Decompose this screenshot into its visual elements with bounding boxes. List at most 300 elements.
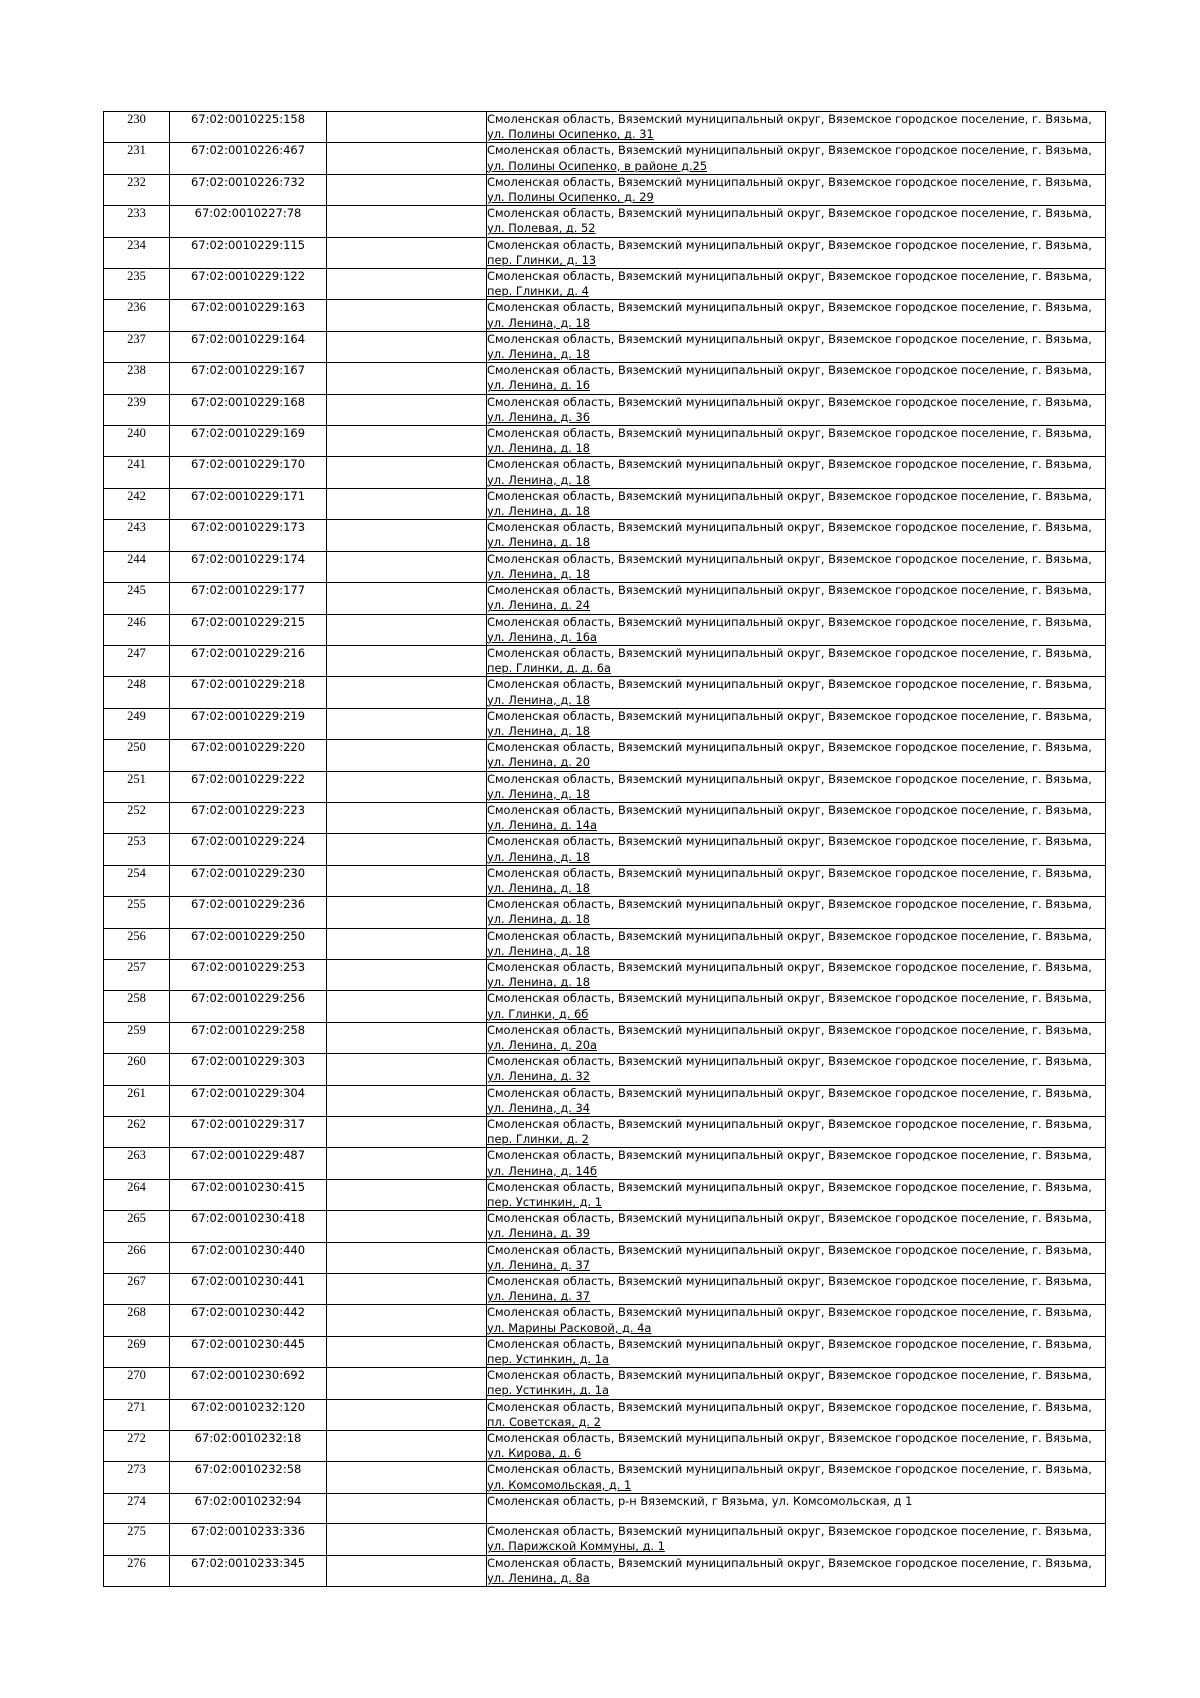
table-row — [104, 1555, 1106, 1586]
address-cell — [487, 1211, 1106, 1242]
empty-cell — [327, 834, 487, 865]
address-line-1: Смоленская область, Вяземский муниципальный округ, Вяземское городское поселение, г. Вязьма, — [487, 583, 1092, 598]
row-number: 235 — [104, 269, 170, 300]
row-number: 234 — [104, 237, 170, 268]
address-line-1: Смоленская область, Вяземский муниципальный округ, Вяземское городское поселение, г. Вязьма, — [487, 269, 1092, 284]
address-cell — [487, 457, 1106, 488]
empty-cell — [327, 708, 487, 739]
table-row — [104, 1054, 1106, 1085]
table-row — [104, 991, 1106, 1022]
row-number: 264 — [104, 1179, 170, 1210]
empty-cell — [327, 1305, 487, 1336]
address-cell — [487, 677, 1106, 708]
cadastral-number: 67:02:0010233:345 — [170, 1555, 327, 1586]
address-line-2: пер. Глинки, д. 13 — [487, 252, 597, 267]
address-line-2: ул. Марины Расковой, д. 4а — [487, 1320, 652, 1335]
row-number: 244 — [104, 551, 170, 582]
cadastral-number: 67:02:0010229:171 — [170, 488, 327, 519]
empty-cell — [327, 771, 487, 802]
address-line-2: ул. Ленина, д. 18 — [487, 566, 590, 581]
address-cell — [487, 1399, 1106, 1430]
empty-cell — [327, 1117, 487, 1148]
address-cell — [487, 269, 1106, 300]
address-cell — [487, 991, 1106, 1022]
empty-cell — [327, 426, 487, 457]
row-number: 256 — [104, 928, 170, 959]
table-row — [104, 1493, 1106, 1523]
row-number: 239 — [104, 394, 170, 425]
address-cell — [487, 1462, 1106, 1493]
cadastral-number: 67:02:0010229:222 — [170, 771, 327, 802]
address-line-1: Смоленская область, Вяземский муниципальный округ, Вяземское городское поселение, г. Вязьма, — [487, 771, 1092, 786]
address-line-2: пл. Советская, д. 2 — [487, 1414, 601, 1429]
table-row — [104, 834, 1106, 865]
cadastral-number: 67:02:0010229:169 — [170, 426, 327, 457]
address-line-1: Смоленская область, Вяземский муниципальный округ, Вяземское городское поселение, г. Вязьма, — [487, 1274, 1092, 1289]
empty-cell — [327, 206, 487, 237]
row-number: 254 — [104, 865, 170, 896]
table-row — [104, 331, 1106, 362]
cadastral-number: 67:02:0010229:220 — [170, 740, 327, 771]
address-line-2: ул. Ленина, д. 18 — [487, 315, 590, 330]
empty-cell — [327, 488, 487, 519]
table-row — [104, 426, 1106, 457]
row-number: 262 — [104, 1117, 170, 1148]
address-line-1: Смоленская область, Вяземский муниципальный округ, Вяземское городское поселение, г. Вязьма, — [487, 1462, 1092, 1477]
cadastral-number: 67:02:0010230:415 — [170, 1179, 327, 1210]
row-number: 269 — [104, 1336, 170, 1367]
address-line-2: ул. Ленина, д. 39 — [487, 1226, 590, 1241]
address-cell — [487, 740, 1106, 771]
address-line-1: Смоленская область, Вяземский муниципальный округ, Вяземское городское поселение, г. Вязьма, — [487, 488, 1092, 503]
address-line-1: Смоленская область, Вяземский муниципальный округ, Вяземское городское поселение, г. Вязьма, — [487, 645, 1092, 660]
row-number: 236 — [104, 300, 170, 331]
row-number: 257 — [104, 959, 170, 990]
cadastral-number: 67:02:0010232:58 — [170, 1462, 327, 1493]
address-cell — [487, 174, 1106, 205]
address-line-1: Смоленская область, Вяземский муниципальный округ, Вяземское городское поселение, г. Вязьма, — [487, 802, 1092, 817]
address-line-2: ул. Ленина, д. 16 — [487, 378, 590, 393]
cadastral-number: 67:02:0010229:216 — [170, 645, 327, 676]
address-line-1: Смоленская область, Вяземский муниципальный округ, Вяземское городское поселение, г. Вязьма, — [487, 1242, 1092, 1257]
empty-cell — [327, 1022, 487, 1053]
address-line-2: ул. Ленина, д. 18 — [487, 504, 590, 519]
cadastral-number: 67:02:0010230:441 — [170, 1274, 327, 1305]
row-number: 237 — [104, 331, 170, 362]
row-number: 255 — [104, 897, 170, 928]
row-number: 232 — [104, 174, 170, 205]
empty-cell — [327, 457, 487, 488]
table-row — [104, 112, 1106, 143]
address-cell — [487, 1493, 1106, 1523]
row-number: 241 — [104, 457, 170, 488]
address-cell — [487, 520, 1106, 551]
address-cell — [487, 614, 1106, 645]
empty-cell — [327, 1493, 487, 1523]
empty-cell — [327, 959, 487, 990]
address-cell — [487, 802, 1106, 833]
row-number: 266 — [104, 1242, 170, 1273]
row-number: 250 — [104, 740, 170, 771]
address-cell — [487, 1555, 1106, 1586]
cadastral-registry-table — [103, 111, 1106, 1587]
row-number: 274 — [104, 1493, 170, 1523]
address-cell — [487, 928, 1106, 959]
empty-cell — [327, 363, 487, 394]
address-cell — [487, 1022, 1106, 1053]
empty-cell — [327, 897, 487, 928]
row-number: 261 — [104, 1085, 170, 1116]
empty-cell — [327, 1179, 487, 1210]
row-number: 258 — [104, 991, 170, 1022]
address-line-2: ул. Ленина, д. 18 — [487, 472, 590, 487]
address-line-2: ул. Полины Осипенко, д. 31 — [487, 127, 654, 142]
table-body — [104, 112, 1106, 1587]
address-line-1: Смоленская область, Вяземский муниципальный округ, Вяземское городское поселение, г. Вязьма, — [487, 1085, 1092, 1100]
address-line-1: Смоленская область, Вяземский муниципальный округ, Вяземское городское поселение, г. Вязьма, — [487, 331, 1092, 346]
cadastral-number: 67:02:0010229:253 — [170, 959, 327, 990]
address-line-2: пер. Устинкин, д. 1а — [487, 1352, 609, 1367]
table-row — [104, 488, 1106, 519]
empty-cell — [327, 551, 487, 582]
address-cell — [487, 645, 1106, 676]
address-line-2: ул. Ленина, д. 18 — [487, 975, 590, 990]
address-line-2: ул. Ленина, д. 14б — [487, 1163, 597, 1178]
table-row — [104, 1022, 1106, 1053]
empty-cell — [327, 677, 487, 708]
row-number: 252 — [104, 802, 170, 833]
empty-cell — [327, 237, 487, 268]
cadastral-number: 67:02:0010229:219 — [170, 708, 327, 739]
empty-cell — [327, 112, 487, 143]
address-cell — [487, 1148, 1106, 1179]
address-line-1: Смоленская область, Вяземский муниципальный округ, Вяземское городское поселение, г. Вязьма, — [487, 959, 1092, 974]
table-row — [104, 1148, 1106, 1179]
address-cell — [487, 708, 1106, 739]
empty-cell — [327, 740, 487, 771]
table-row — [104, 740, 1106, 771]
cadastral-number: 67:02:0010226:467 — [170, 143, 327, 174]
address-cell — [487, 1336, 1106, 1367]
empty-cell — [327, 1085, 487, 1116]
row-number: 249 — [104, 708, 170, 739]
address-line-1: Смоленская область, Вяземский муниципальный округ, Вяземское городское поселение, г. Вязьма, — [487, 551, 1092, 566]
empty-cell — [327, 520, 487, 551]
address-cell — [487, 1524, 1106, 1555]
address-line-2: пер. Глинки, д. 2 — [487, 1132, 589, 1147]
address-cell — [487, 363, 1106, 394]
row-number: 263 — [104, 1148, 170, 1179]
empty-cell — [327, 802, 487, 833]
address-line-2: ул. Ленина, д. 18 — [487, 880, 590, 895]
address-line-1: Смоленская область, Вяземский муниципальный округ, Вяземское городское поселение, г. Вязьма, — [487, 363, 1092, 378]
table-row — [104, 394, 1106, 425]
address-line-2: пер. Глинки, д. 4 — [487, 284, 589, 299]
table-row — [104, 551, 1106, 582]
address-line-2: ул. Полевая, д. 52 — [487, 221, 596, 236]
table-row — [104, 1242, 1106, 1273]
address-cell — [487, 1368, 1106, 1399]
cadastral-number: 67:02:0010229:224 — [170, 834, 327, 865]
address-cell — [487, 394, 1106, 425]
table-row — [104, 143, 1106, 174]
address-line-2: ул. Ленина, д. 34 — [487, 1100, 590, 1115]
cadastral-number: 67:02:0010229:115 — [170, 237, 327, 268]
cadastral-number: 67:02:0010227:78 — [170, 206, 327, 237]
table-row — [104, 1179, 1106, 1210]
address-line-2: ул. Ленина, д. 18 — [487, 535, 590, 550]
row-number: 276 — [104, 1555, 170, 1586]
address-cell — [487, 1085, 1106, 1116]
address-line-1: Смоленская область, Вяземский муниципальный округ, Вяземское городское поселение, г. Вязьма, — [487, 740, 1092, 755]
address-line-2: ул. Ленина, д. 18 — [487, 912, 590, 927]
row-number: 247 — [104, 645, 170, 676]
address-line-2: ул. Ленина, д. 16а — [487, 629, 597, 644]
address-cell — [487, 1274, 1106, 1305]
table-row — [104, 1524, 1106, 1555]
address-line-2: ул. Ленина, д. 36 — [487, 409, 590, 424]
empty-cell — [327, 928, 487, 959]
table-row — [104, 269, 1106, 300]
cadastral-number: 67:02:0010229:163 — [170, 300, 327, 331]
address-line-1: Смоленская область, Вяземский муниципальный округ, Вяземское городское поселение, г. Вязьма, — [487, 1148, 1092, 1163]
row-number: 245 — [104, 583, 170, 614]
cadastral-number: 67:02:0010229:215 — [170, 614, 327, 645]
cadastral-number: 67:02:0010233:336 — [170, 1524, 327, 1555]
table-row — [104, 865, 1106, 896]
address-line-1: Смоленская область, Вяземский муниципальный округ, Вяземское городское поселение, г. Вязьма, — [487, 394, 1092, 409]
empty-cell — [327, 1274, 487, 1305]
row-number: 272 — [104, 1431, 170, 1462]
cadastral-number: 67:02:0010229:167 — [170, 363, 327, 394]
address-line-1: Смоленская область, Вяземский муниципальный округ, Вяземское городское поселение, г. Вязьма, — [487, 112, 1092, 126]
empty-cell — [327, 143, 487, 174]
cadastral-number: 67:02:0010229:258 — [170, 1022, 327, 1053]
address-line-2: ул. Ленина, д. 18 — [487, 723, 590, 738]
cadastral-number: 67:02:0010229:223 — [170, 802, 327, 833]
address-line-2: ул. Полины Осипенко, в районе д.25 — [487, 158, 708, 173]
empty-cell — [327, 394, 487, 425]
empty-cell — [327, 1242, 487, 1273]
cadastral-number: 67:02:0010229:177 — [170, 583, 327, 614]
empty-cell — [327, 1054, 487, 1085]
address-cell — [487, 959, 1106, 990]
address-line-1: Смоленская область, Вяземский муниципальный округ, Вяземское городское поселение, г. Вязьма, — [487, 1555, 1092, 1570]
row-number: 271 — [104, 1399, 170, 1430]
table-row — [104, 1085, 1106, 1116]
empty-cell — [327, 991, 487, 1022]
row-number: 275 — [104, 1524, 170, 1555]
address-line-2: ул. Ленина, д. 18 — [487, 347, 590, 362]
cadastral-number: 67:02:0010229:487 — [170, 1148, 327, 1179]
row-number: 238 — [104, 363, 170, 394]
empty-cell — [327, 269, 487, 300]
address-cell — [487, 1242, 1106, 1273]
row-number: 233 — [104, 206, 170, 237]
address-line-2: ул. Ленина, д. 18 — [487, 849, 590, 864]
address-line-1: Смоленская область, Вяземский муниципальный округ, Вяземское городское поселение, г. Вязьма, — [487, 300, 1092, 315]
address-line-1: Смоленская область, Вяземский муниципальный округ, Вяземское городское поселение, г. Вязьма, — [487, 865, 1092, 880]
address-line-1: Смоленская область, Вяземский муниципальный округ, Вяземское городское поселение, г. Вязьма, — [487, 1054, 1092, 1069]
cadastral-number: 67:02:0010230:442 — [170, 1305, 327, 1336]
address-line-1: Смоленская область, Вяземский муниципальный округ, Вяземское городское поселение, г. Вязьма, — [487, 206, 1092, 221]
address-line-2: ул. Глинки, д. 6б — [487, 1006, 589, 1021]
address-cell — [487, 1117, 1106, 1148]
address-line-1: Смоленская область, Вяземский муниципальный округ, Вяземское городское поселение, г. Вязьма, — [487, 1431, 1092, 1446]
empty-cell — [327, 1399, 487, 1430]
row-number: 246 — [104, 614, 170, 645]
cadastral-number: 67:02:0010230:692 — [170, 1368, 327, 1399]
address-cell — [487, 834, 1106, 865]
address-line-1: Смоленская область, Вяземский муниципальный округ, Вяземское городское поселение, г. Вязьма, — [487, 677, 1092, 692]
cadastral-number: 67:02:0010229:170 — [170, 457, 327, 488]
table-row — [104, 708, 1106, 739]
empty-cell — [327, 1148, 487, 1179]
cadastral-number: 67:02:0010229:303 — [170, 1054, 327, 1085]
address-cell — [487, 771, 1106, 802]
row-number: 270 — [104, 1368, 170, 1399]
cadastral-number: 67:02:0010229:174 — [170, 551, 327, 582]
cadastral-number: 67:02:0010230:418 — [170, 1211, 327, 1242]
cadastral-number: 67:02:0010229:168 — [170, 394, 327, 425]
address-line-1: Смоленская область, Вяземский муниципальный округ, Вяземское городское поселение, г. Вязьма, — [487, 1336, 1092, 1351]
empty-cell — [327, 614, 487, 645]
address-line-1: Смоленская область, Вяземский муниципальный округ, Вяземское городское поселение, г. Вязьма, — [487, 897, 1092, 912]
address-line-2: ул. Кирова, д. 6 — [487, 1446, 582, 1461]
address-cell — [487, 583, 1106, 614]
cadastral-number: 67:02:0010232:18 — [170, 1431, 327, 1462]
table-row — [104, 1274, 1106, 1305]
address-line-1: Смоленская область, р-н Вяземский, г Вязьма, ул. Комсомольская, д 1 — [487, 1493, 913, 1508]
address-cell — [487, 1431, 1106, 1462]
row-number: 248 — [104, 677, 170, 708]
table-row — [104, 1368, 1106, 1399]
address-line-2: ул. Ленина, д. 14а — [487, 818, 597, 833]
address-line-2: ул. Ленина, д. 24 — [487, 598, 590, 613]
address-cell — [487, 331, 1106, 362]
address-line-2: пер. Устинкин, д. 1а — [487, 1383, 609, 1398]
empty-cell — [327, 1555, 487, 1586]
address-line-1: Смоленская область, Вяземский муниципальный округ, Вяземское городское поселение, г. Вязьма, — [487, 457, 1092, 472]
row-number: 240 — [104, 426, 170, 457]
table-row — [104, 206, 1106, 237]
cadastral-number: 67:02:0010229:317 — [170, 1117, 327, 1148]
cadastral-number: 67:02:0010225:158 — [170, 112, 327, 143]
address-line-1: Смоленская область, Вяземский муниципальный округ, Вяземское городское поселение, г. Вязьма, — [487, 237, 1092, 252]
address-line-1: Смоленская область, Вяземский муниципальный округ, Вяземское городское поселение, г. Вязьма, — [487, 834, 1092, 849]
empty-cell — [327, 174, 487, 205]
address-cell — [487, 1179, 1106, 1210]
table-row — [104, 928, 1106, 959]
address-line-2: ул. Полины Осипенко, д. 29 — [487, 190, 654, 205]
table-row — [104, 237, 1106, 268]
cadastral-number: 67:02:0010229:304 — [170, 1085, 327, 1116]
cadastral-number: 67:02:0010229:122 — [170, 269, 327, 300]
address-line-1: Смоленская область, Вяземский муниципальный округ, Вяземское городское поселение, г. Вязьма, — [487, 1524, 1092, 1539]
address-line-1: Смоленская область, Вяземский муниципальный округ, Вяземское городское поселение, г. Вязьма, — [487, 426, 1092, 441]
table-row — [104, 1431, 1106, 1462]
address-line-1: Смоленская область, Вяземский муниципальный округ, Вяземское городское поселение, г. Вязьма, — [487, 928, 1092, 943]
table-row — [104, 300, 1106, 331]
address-line-2: ул. Ленина, д. 18 — [487, 786, 590, 801]
row-number: 253 — [104, 834, 170, 865]
cadastral-number: 67:02:0010229:230 — [170, 865, 327, 896]
address-line-2: пер. Устинкин, д. 1 — [487, 1195, 602, 1210]
address-line-2: ул. Комсомольская, д. 1 — [487, 1477, 632, 1492]
address-line-1: Смоленская область, Вяземский муниципальный округ, Вяземское городское поселение, г. Вязьма, — [487, 174, 1092, 189]
table-row — [104, 363, 1106, 394]
address-line-1: Смоленская область, Вяземский муниципальный округ, Вяземское городское поселение, г. Вязьма, — [487, 1117, 1092, 1131]
address-cell — [487, 897, 1106, 928]
row-number: 243 — [104, 520, 170, 551]
empty-cell — [327, 1524, 487, 1555]
address-line-2: ул. Ленина, д. 18 — [487, 441, 590, 456]
row-number: 242 — [104, 488, 170, 519]
table-row — [104, 457, 1106, 488]
address-line-2: ул. Ленина, д. 37 — [487, 1289, 590, 1304]
row-number: 260 — [104, 1054, 170, 1085]
address-line-2: ул. Ленина, д. 18 — [487, 943, 590, 958]
cadastral-number: 67:02:0010229:236 — [170, 897, 327, 928]
address-cell — [487, 237, 1106, 268]
address-line-2: ул. Парижской Коммуны, д. 1 — [487, 1539, 665, 1554]
table-row — [104, 1399, 1106, 1430]
address-line-2: ул. Ленина, д. 20 — [487, 755, 590, 770]
row-number: 265 — [104, 1211, 170, 1242]
address-line-1: Смоленская область, Вяземский муниципальный округ, Вяземское городское поселение, г. Вязьма, — [487, 520, 1092, 535]
cadastral-number: 67:02:0010229:250 — [170, 928, 327, 959]
table-row — [104, 897, 1106, 928]
row-number: 251 — [104, 771, 170, 802]
table-row — [104, 1462, 1106, 1493]
cadastral-number: 67:02:0010229:218 — [170, 677, 327, 708]
empty-cell — [327, 1431, 487, 1462]
address-line-1: Смоленская область, Вяземский муниципальный округ, Вяземское городское поселение, г. Вязьма, — [487, 708, 1092, 723]
row-number: 273 — [104, 1462, 170, 1493]
address-cell — [487, 488, 1106, 519]
address-line-1: Смоленская область, Вяземский муниципальный округ, Вяземское городское поселение, г. Вязьма, — [487, 614, 1092, 629]
address-line-1: Смоленская область, Вяземский муниципальный округ, Вяземское городское поселение, г. Вязьма, — [487, 1179, 1092, 1194]
address-line-1: Смоленская область, Вяземский муниципальный округ, Вяземское городское поселение, г. Вязьма, — [487, 143, 1092, 158]
cadastral-number: 67:02:0010232:94 — [170, 1493, 327, 1523]
row-number: 268 — [104, 1305, 170, 1336]
empty-cell — [327, 583, 487, 614]
table-row — [104, 1117, 1106, 1148]
address-line-1: Смоленская область, Вяземский муниципальный округ, Вяземское городское поселение, г. Вязьма, — [487, 1211, 1092, 1226]
row-number: 259 — [104, 1022, 170, 1053]
table-row — [104, 1211, 1106, 1242]
address-line-1: Смоленская область, Вяземский муниципальный округ, Вяземское городское поселение, г. Вязьма, — [487, 991, 1092, 1006]
address-line-2: пер. Глинки, д. д. 6а — [487, 661, 611, 676]
cadastral-number: 67:02:0010230:445 — [170, 1336, 327, 1367]
address-cell — [487, 143, 1106, 174]
table-row — [104, 677, 1106, 708]
table-row — [104, 645, 1106, 676]
empty-cell — [327, 1336, 487, 1367]
table-row — [104, 1336, 1106, 1367]
table-row — [104, 1305, 1106, 1336]
address-cell — [487, 1305, 1106, 1336]
empty-cell — [327, 645, 487, 676]
address-cell — [487, 112, 1106, 143]
address-cell — [487, 1054, 1106, 1085]
cadastral-number: 67:02:0010229:173 — [170, 520, 327, 551]
address-cell — [487, 426, 1106, 457]
address-cell — [487, 206, 1106, 237]
address-line-1: Смоленская область, Вяземский муниципальный округ, Вяземское городское поселение, г. Вязьма, — [487, 1305, 1092, 1320]
table-row — [104, 614, 1106, 645]
row-number: 230 — [104, 112, 170, 143]
